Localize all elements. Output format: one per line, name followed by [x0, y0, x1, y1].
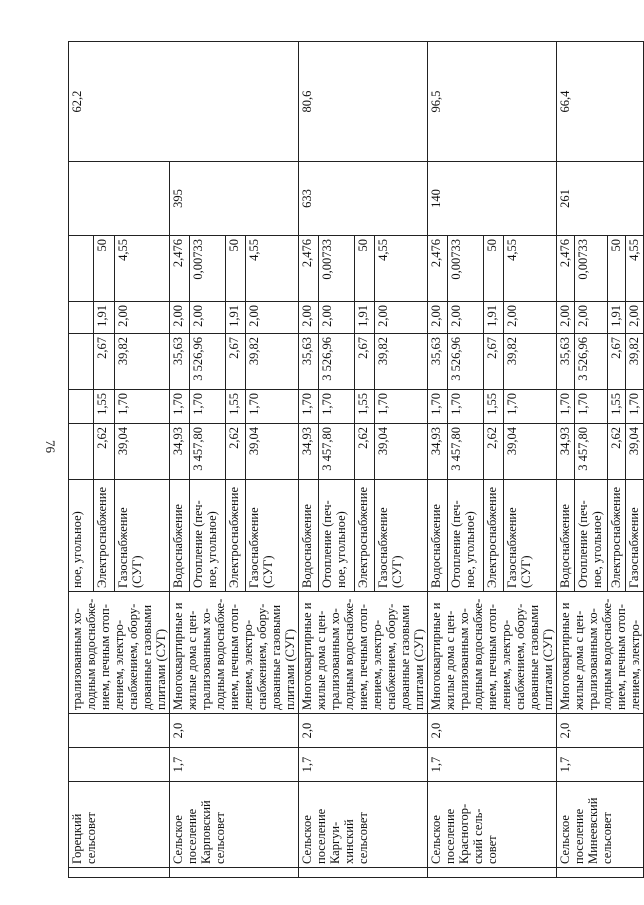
value-cell: 1,70: [190, 390, 226, 424]
category-text: лодным водоснабже-: [84, 598, 98, 710]
municipality-name: Горецкий сельсовет: [69, 782, 170, 868]
value-cell: 3 457,80: [575, 424, 607, 480]
index-cell: 2,0: [299, 714, 428, 748]
norm-cell: 0,00733: [190, 236, 226, 302]
utility-name: Отопление (печ- ное, угольное): [190, 480, 226, 592]
utility-name: ное, угольное): [69, 480, 94, 592]
value-cell: 1,91: [94, 302, 115, 334]
norm-cell: 2,476: [557, 236, 575, 302]
growth-cell: 66,4: [557, 42, 644, 162]
value-cell: 39,04: [374, 424, 427, 480]
value-cell: 2,62: [354, 424, 374, 480]
value-cell: 2,00: [557, 302, 575, 334]
utility-name: Отопление (печ- ное, угольное): [575, 480, 607, 592]
tariff-table: [68, 41, 644, 878]
norm-cell: 50: [225, 236, 245, 302]
norm-cell: 4,55: [114, 236, 169, 302]
value-cell: 2,00: [319, 302, 355, 334]
category-cell: [69, 592, 170, 714]
norm-cell: 50: [483, 236, 503, 302]
value-cell: 1,70: [428, 390, 448, 424]
utility-name: Отопление (печ- ное, угольное): [319, 480, 355, 592]
value-cell: 1,55: [483, 390, 503, 424]
value-cell: 2,00: [114, 302, 169, 334]
row-marker: [299, 868, 428, 878]
value-cell: 1,91: [225, 302, 245, 334]
utility-name: Газоснабжение (СУГ): [374, 480, 427, 592]
utility-name: Электроснабжение: [607, 480, 625, 592]
value-cell: 2,67: [94, 334, 115, 390]
table-row: [170, 42, 190, 878]
value-cell: 1,70: [448, 390, 484, 424]
utility-name: Газоснабжение: [625, 480, 643, 592]
norm-cell: 4,55: [503, 236, 556, 302]
row-marker: [557, 868, 644, 878]
value-cell: 39,82: [374, 334, 427, 390]
row-marker: [170, 868, 299, 878]
value-cell: 2,00: [428, 302, 448, 334]
row-marker: [69, 868, 170, 878]
growth-cell: 96,5: [428, 42, 557, 162]
value-cell: 1,70: [503, 390, 556, 424]
utility-name: Водоснабжение: [557, 480, 575, 592]
value-cell: 1,55: [94, 390, 115, 424]
value-cell: 2,67: [354, 334, 374, 390]
value-cell: 1,55: [354, 390, 374, 424]
norm-cell: 0,00733: [575, 236, 607, 302]
growth-cell: 80,6: [299, 42, 428, 162]
category-cell: Многоквартирные и жилые дома с цен- трализованным хо- лодным водоснабже- нием, печным отоп- лением, электро- снабжением, обору- дованные газовыми плитами (СУГ): [299, 592, 428, 714]
value-cell: 2,00: [374, 302, 427, 334]
index-cell: 1,7: [170, 748, 299, 782]
category-cell: Многоквартирные и жилые дома с цен- трализованным хо- лодным водоснабже- нием, печным отоп- лением, электро-: [557, 592, 644, 714]
value-cell: 39,04: [625, 424, 643, 480]
value-cell: 3 526,96: [575, 334, 607, 390]
count-cell: 633: [299, 162, 428, 236]
norm-cell: 50: [94, 236, 115, 302]
norm-cell: 2,476: [428, 236, 448, 302]
value-cell: 1,70: [575, 390, 607, 424]
utility-name: Водоснабжение: [170, 480, 190, 592]
utility-name: Электроснабжение: [94, 480, 115, 592]
norm-cell: [69, 236, 94, 302]
norm-cell: 2,476: [299, 236, 319, 302]
norm-cell: 0,00733: [319, 236, 355, 302]
municipality-name: Сельское поселение Минеевский сельсовет: [557, 782, 644, 868]
value-cell: 2,67: [225, 334, 245, 390]
value-cell: 35,63: [428, 334, 448, 390]
value-cell: 2,00: [190, 302, 226, 334]
value-cell: 1,91: [483, 302, 503, 334]
value-cell: 2,00: [245, 302, 298, 334]
table-row: [557, 42, 575, 878]
value-cell: [69, 390, 94, 424]
value-cell: 3 457,80: [319, 424, 355, 480]
norm-cell: 4,55: [625, 236, 643, 302]
municipality-name: Сельское поселение Каргуи- хинский сельсовет: [299, 782, 428, 868]
value-cell: 34,93: [557, 424, 575, 480]
value-cell: 1,70: [299, 390, 319, 424]
value-cell: 1,70: [374, 390, 427, 424]
value-cell: 35,63: [557, 334, 575, 390]
value-cell: 34,93: [299, 424, 319, 480]
index-cell: 2,0: [428, 714, 557, 748]
value-cell: 2,00: [503, 302, 556, 334]
value-cell: 39,82: [114, 334, 169, 390]
municipality-name: Сельское поселение Красногор- ский сель- совет: [428, 782, 557, 868]
value-cell: 34,93: [428, 424, 448, 480]
utility-name: Водоснабжение: [299, 480, 319, 592]
index-cell: 1,7: [299, 748, 428, 782]
value-cell: 2,62: [225, 424, 245, 480]
value-cell: 2,67: [483, 334, 503, 390]
utility-name: Газоснабжение (СУГ): [245, 480, 298, 592]
value-cell: 3 457,80: [448, 424, 484, 480]
value-cell: 35,63: [299, 334, 319, 390]
value-cell: 1,55: [225, 390, 245, 424]
index-cell: 2,0: [170, 714, 299, 748]
value-cell: 1,70: [557, 390, 575, 424]
value-cell: 39,82: [245, 334, 298, 390]
utility-name: Электроснабжение: [354, 480, 374, 592]
count-cell: 140: [428, 162, 557, 236]
table-row: [299, 42, 319, 878]
value-cell: 2,62: [483, 424, 503, 480]
utility-name: Газоснабжение (СУГ): [114, 480, 169, 592]
page-number: 76: [43, 440, 58, 453]
value-cell: 1,91: [607, 302, 625, 334]
norm-cell: 50: [607, 236, 625, 302]
count-cell: 395: [170, 162, 299, 236]
growth-cell: 62,2: [69, 42, 299, 162]
value-cell: 2,00: [575, 302, 607, 334]
value-cell: 2,62: [607, 424, 625, 480]
municipality-name: Сельское поселение Карповский сельсовет: [170, 782, 299, 868]
category-text: трализованным хо-: [70, 608, 84, 710]
value-cell: 1,91: [354, 302, 374, 334]
value-cell: 1,70: [114, 390, 169, 424]
value-cell: 2,00: [448, 302, 484, 334]
norm-cell: 50: [354, 236, 374, 302]
value-cell: 35,63: [170, 334, 190, 390]
value-cell: 1,70: [625, 390, 643, 424]
count-cell: 261: [557, 162, 644, 236]
value-cell: 39,04: [114, 424, 169, 480]
value-cell: [69, 334, 94, 390]
value-cell: 2,67: [607, 334, 625, 390]
value-cell: [69, 424, 94, 480]
norm-cell: 0,00733: [448, 236, 484, 302]
value-cell: 3 526,96: [448, 334, 484, 390]
value-cell: 34,93: [170, 424, 190, 480]
value-cell: 1,70: [170, 390, 190, 424]
value-cell: 2,00: [170, 302, 190, 334]
value-cell: 3 526,96: [190, 334, 226, 390]
utility-name: Газоснабжение (СУГ): [503, 480, 556, 592]
category-text: нием, печным отоп- лением, электро- снабжением, обору- дованные газовыми плитами (СУГ): [98, 603, 168, 710]
table-row: [428, 42, 448, 878]
value-cell: 39,04: [245, 424, 298, 480]
row-marker: [428, 868, 557, 878]
norm-cell: 4,55: [374, 236, 427, 302]
utility-name: Электроснабжение: [483, 480, 503, 592]
value-cell: [69, 302, 94, 334]
index-cell: 1,7: [557, 748, 644, 782]
value-cell: 1,55: [607, 390, 625, 424]
value-cell: 2,00: [625, 302, 643, 334]
index-cell: 1,7: [428, 748, 557, 782]
count-cell: [69, 162, 170, 236]
norm-cell: 4,55: [245, 236, 298, 302]
utility-name: Водоснабжение: [428, 480, 448, 592]
category-cell: Многоквартирные и жилые дома с цен- трализованным хо- лодным водоснабже- нием, печным отоп- лением, электро- снабжением, обору- дованные газовыми плитами (СУГ): [170, 592, 299, 714]
value-cell: 3 526,96: [319, 334, 355, 390]
index-cell: [69, 748, 170, 782]
value-cell: 39,82: [625, 334, 643, 390]
value-cell: 1,70: [245, 390, 298, 424]
norm-cell: 2,476: [170, 236, 190, 302]
category-cell: Многоквартирные и жилые дома с цен- трализованным хо- лодным водоснабже- нием, печным отоп- лением, электро- снабжением, обору- дованные газовыми плитами (СУГ): [428, 592, 557, 714]
value-cell: 1,70: [319, 390, 355, 424]
rotated-table-area: [68, 42, 642, 878]
utility-name: Отопление (печ- ное, угольное): [448, 480, 484, 592]
value-cell: 3 457,80: [190, 424, 226, 480]
index-cell: [69, 714, 170, 748]
value-cell: 39,04: [503, 424, 556, 480]
value-cell: 2,00: [299, 302, 319, 334]
table-row: [69, 42, 94, 878]
index-cell: 2,0: [557, 714, 644, 748]
value-cell: 39,82: [503, 334, 556, 390]
utility-name: Электроснабжение: [225, 480, 245, 592]
value-cell: 2,62: [94, 424, 115, 480]
